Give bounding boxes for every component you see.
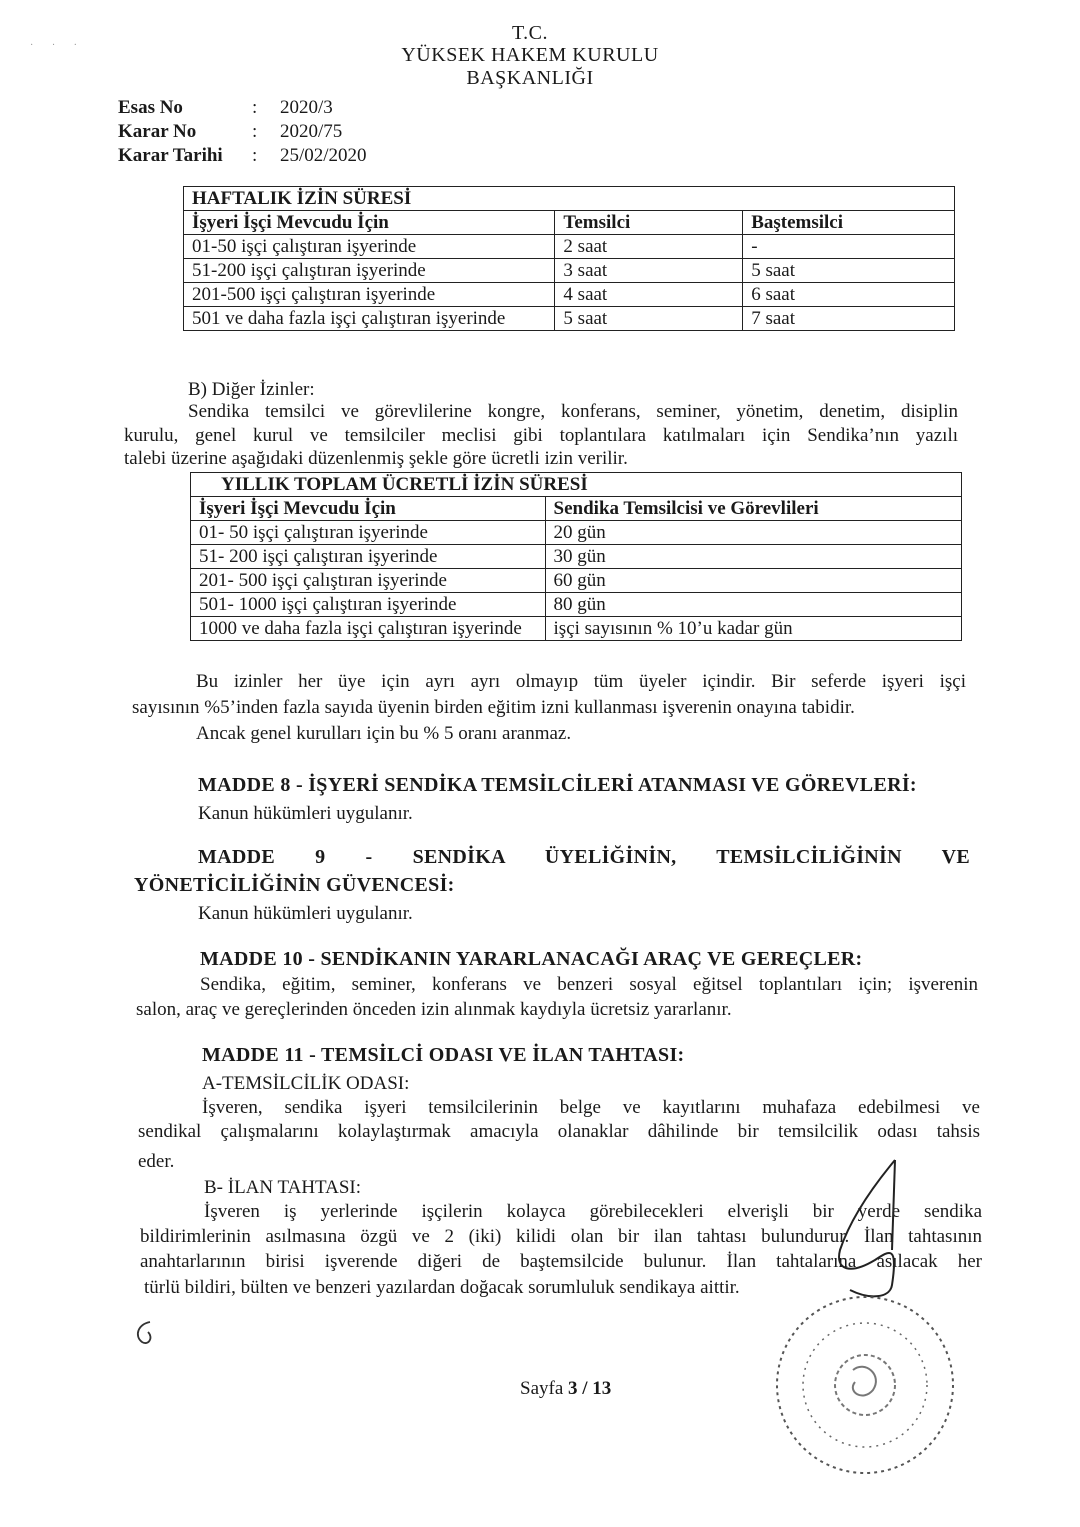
page-number (520, 1378, 611, 1400)
header-presidency: BAŞKANLIĞI (466, 67, 594, 89)
case-meta (118, 96, 367, 168)
table-row (184, 307, 955, 331)
paragraph-line: sayısının %5’inden fazla sayıda üyenin birden eğitim izni kullanması işverenin onayına tabidir. (132, 697, 855, 718)
paragraph-line: talebi üzerine aşağıdaki düzenlenmiş şekle göre ücretli izin verilir. (124, 448, 628, 469)
madde-8-heading: MADDE 8 - İŞYERİ SENDİKA TEMSİLCİLERİ ATANMASI VE GÖREVLERİ: (198, 774, 917, 796)
table-cell: 3 saat (555, 259, 743, 283)
column-header: İşyeri İşçi Mevcudu İçin (191, 497, 546, 521)
paragraph-line: salon, araç ve gereçlerinden önceden izin alınmak kaydıyla ücretsiz yararlanır. (136, 999, 732, 1020)
paragraph-line: bildirimlerinin asılmasına özgü ve 2 (iki) kilidi olan bir ilan tahtası bulundurur. İlan tahtasının (140, 1226, 982, 1247)
section-a-title: A-TEMSİLCİLİK ODASI: (202, 1073, 410, 1094)
annual-leave-table (190, 472, 962, 641)
paragraph-line: Ancak genel kurulları için bu % 5 oranı aranmaz. (196, 723, 572, 744)
madde-9-heading: MADDE 9 - SENDİKA ÜYELİĞİNİN, TEMSİLCİLİĞİNİN VE (198, 846, 970, 868)
table-cell: 4 saat (555, 283, 743, 307)
meta-esas-row (118, 96, 367, 120)
table-row (184, 259, 955, 283)
paragraph-line: türlü bildiri, bülten ve benzeri yazılardan doğacak sorumluluk sendikaya aittir. (144, 1277, 740, 1298)
official-stamp (765, 1290, 965, 1480)
table-cell: 6 saat (743, 283, 955, 307)
madde-9-body: Kanun hükümleri uygulanır. (198, 903, 413, 924)
scan-specks: · · · (30, 40, 85, 51)
meta-colon: : (252, 121, 258, 142)
table-cell: 80 gün (545, 593, 961, 617)
table-cell: 01-50 işçi çalıştıran işyerinde (184, 235, 555, 259)
header-tc: T.C. (511, 22, 549, 44)
signature-mark (780, 1150, 920, 1310)
meta-karar-row (118, 120, 367, 144)
column-header: İşyeri İşçi Mevcudu İçin (184, 211, 555, 235)
madde-11-heading: MADDE 11 - TEMSİLCİ ODASI VE İLAN TAHTASI: (202, 1044, 685, 1066)
table-row (191, 569, 962, 593)
column-header: Baştemsilci (743, 211, 955, 235)
section-b-title: B- İLAN TAHTASI: (204, 1177, 362, 1198)
table-cell: 51- 200 işçi çalıştıran işyerinde (191, 545, 546, 569)
paragraph-line: Sendika temsilci ve görevlilerine kongre, konferans, seminer, yönetim, denetim, disiplin (188, 401, 958, 422)
table-cell: 20 gün (545, 521, 961, 545)
table-row (184, 235, 955, 259)
page-prefix: Sayfa (520, 1378, 564, 1399)
meta-colon: : (252, 97, 258, 118)
handwritten-mark (128, 1318, 168, 1348)
madde-10-heading: MADDE 10 - SENDİKANIN YARARLANACAĞI ARAÇ VE GEREÇLER: (200, 948, 863, 970)
meta-value: 25/02/2020 (280, 145, 367, 166)
table-cell: - (743, 235, 955, 259)
column-header: Temsilci (555, 211, 743, 235)
meta-label: Karar Tarihi (118, 145, 223, 166)
table-cell: 30 gün (545, 545, 961, 569)
table-row (191, 545, 962, 569)
table-cell: 201- 500 işçi çalıştıran işyerinde (191, 569, 546, 593)
meta-label: Esas No (118, 97, 183, 118)
table-cell: 51-200 işçi çalıştıran işyerinde (184, 259, 555, 283)
table-row (191, 617, 962, 641)
madde-9-heading-cont: YÖNETİCİLİĞİNİN GÜVENCESİ: (134, 874, 455, 896)
table-cell: 5 saat (743, 259, 955, 283)
diger-izinler-title: B) Diğer İzinler: (188, 379, 315, 400)
paragraph-line: anahtarlarının birisi işverende diğeri de baştemsilcide bulunur. İlan tahtalarına asılacak her (140, 1251, 982, 1272)
paragraph-line: eder. (138, 1151, 175, 1172)
column-header: Sendika Temsilcisi ve Görevlileri (545, 497, 961, 521)
table-cell: 501 ve daha fazla işçi çalıştıran işyerinde (184, 307, 555, 331)
table-cell: 2 saat (555, 235, 743, 259)
table-caption: YILLIK TOPLAM ÜCRETLİ İZİN SÜRESİ (191, 473, 962, 497)
paragraph-line: sendikal çalışmalarını kolaylaştırmak amacıyla olanaklar dâhilinde bir temsilcilik odası tahsis (138, 1121, 980, 1142)
paragraph-line: İşveren iş yerlerinde işçilerin kolayca görebilecekleri elverişli bir yerde sendika (204, 1201, 982, 1222)
paragraph-line: Bu izinler her üye için ayrı ayrı olmayıp tüm üyeler içindir. Bir seferde işyeri işçi (196, 671, 966, 692)
paragraph-line: İşveren, sendika işyeri temsilcilerinin belge ve kayıtlarını muhafaza edebilmesi ve (202, 1097, 980, 1118)
meta-value: 2020/3 (280, 97, 333, 118)
meta-colon: : (252, 145, 258, 166)
meta-label: Karar No (118, 121, 197, 142)
table-cell: 201-500 işçi çalıştıran işyerinde (184, 283, 555, 307)
page-value: 3 / 13 (568, 1378, 612, 1399)
table-cell: 501- 1000 işçi çalıştıran işyerinde (191, 593, 546, 617)
paragraph-line: Sendika, eğitim, seminer, konferans ve benzeri sosyal eğitsel toplantıları için; işverenin (200, 974, 978, 995)
table-cell: 7 saat (743, 307, 955, 331)
table-cell: 1000 ve daha fazla işçi çalıştıran işyerinde (191, 617, 546, 641)
weekly-leave-table (183, 186, 955, 331)
table-row (191, 521, 962, 545)
header-institution: YÜKSEK HAKEM KURULU (401, 44, 659, 66)
table-row (191, 593, 962, 617)
madde-8-body: Kanun hükümleri uygulanır. (198, 803, 413, 824)
table-cell: işçi sayısının % 10’u kadar gün (545, 617, 961, 641)
paragraph-line: kurulu, genel kurul ve temsilciler meclisi gibi toplantılara katılmaları için Sendika’nın yazılı (124, 425, 958, 446)
table-cell: 5 saat (555, 307, 743, 331)
table-row (184, 283, 955, 307)
table-cell: 60 gün (545, 569, 961, 593)
table-cell: 01- 50 işçi çalıştıran işyerinde (191, 521, 546, 545)
table-caption: HAFTALIK İZİN SÜRESİ (184, 187, 955, 211)
meta-tarih-row (118, 144, 367, 168)
meta-value: 2020/75 (280, 121, 343, 142)
